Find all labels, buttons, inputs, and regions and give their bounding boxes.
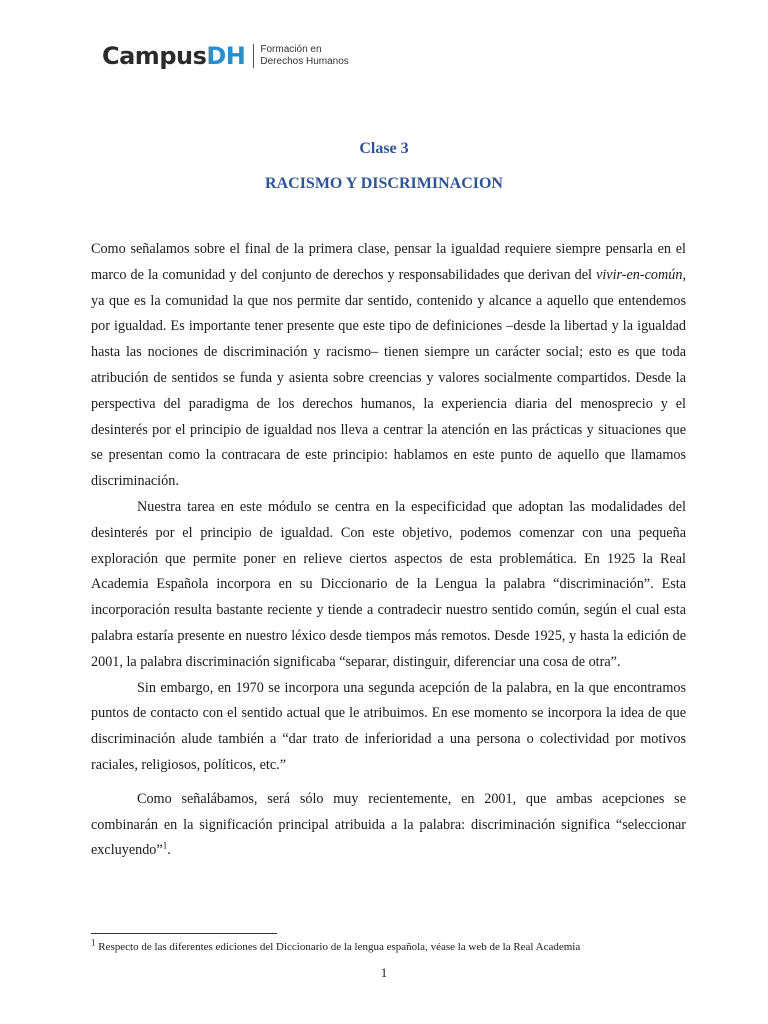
logo-tagline: Formación en Derechos Humanos [260,44,349,67]
page-number: 1 [380,965,388,980]
logo-divider [253,44,254,68]
campusdh-logo [102,44,349,68]
paragraph-3: Sin embargo, en 1970 se incorpora una segunda acepción de la palabra, en la que encontramos puntos de contacto con el sentido actual que le atribuimos. En ese momento se incorpora la idea de que discriminación alude también a “dar trato de inferioridad a una persona o colectividad por motivos raciales, religiosos, políticos, etc.” [91,679,686,773]
footnote: $^1$ Respecto de las diferentes ediciones del Diccionario de la lengua española, véase la web de la Real Academia [91,937,581,953]
paragraph-1: Como señalamos sobre el final de la primera clase, pensar la igualdad requiere siempre pensarla en el marco de la comunidad y del conjunto de derechos y responsabilidades que derivan del vivir-en-común, ya que es la comunidad la que nos permite dar sentido, contenido y alcance a aquello que entendemos por igualdad. Es importante tener presente que este tipo de definiciones –desde la libertad y la igualdad hasta las nociones de discriminación y racismo– tienen siempre un carácter social; esto es que toda atribución de sentidos se funda y asienta sobre creencias y valores socialmente compartidos. Desde la perspectiva del paradigma de los derechos humanos, la experiencia diaria del menosprecio y el desinterés por el principio de igualdad nos lleva a centrar la atención en las prácticas y situaciones que se presentan como la contracara de este principio: hablamos en este punto de aquello que llamamos discriminación. [91,241,686,490]
paragraph-4: Como señalábamos, será sólo muy recientemente, en 2001, que ambas acepciones se combinarán en la significación principal atribuida a la palabra: discriminación significa “seleccionar excluyendo”$^1$. [91,790,686,859]
italic-term: vivir-en-común [596,266,683,283]
paragraph-2: Nuestra tarea en este módulo se centra en la especificidad que adoptan las modalidades del desinterés por el principio de igualdad. Con este objetivo, podemos comenzar con una pequeña exploración que permite poner en relieve ciertos aspectos de esta problemática. En 1925 la Real Academia Española incorpora en su Diccionario de la Lengua la palabra “discriminación”. Esta incorporación resulta bastante reciente y tiende a contradecir nuestro sentido común, según el cual esta palabra estaría presente en nuestro léxico desde tiempos más remotos. Desde 1925, y hasta la edición de 2001, la palabra discriminación significaba “separar, distinguir, diferenciar una cosa de otra”. [91,498,686,670]
document-body [91,237,686,864]
footnote-divider [91,933,277,934]
main-title: RACISMO Y DISCRIMINACION [265,175,503,192]
logo-wordmark: CampusDH [102,42,246,70]
footnote-reference[interactable]: 1 [162,840,168,851]
class-title: Clase 3 [359,140,409,157]
